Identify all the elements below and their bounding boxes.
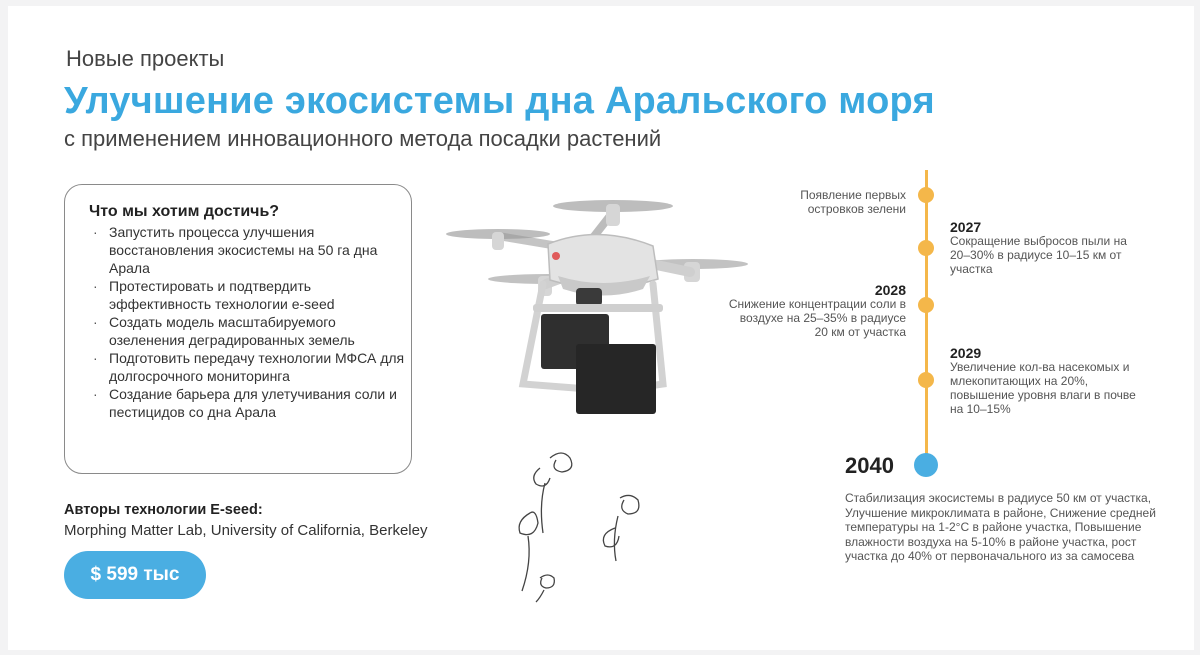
timeline-year: 2027 [950,219,982,235]
bullet-icon: · [93,278,98,294]
timeline-text: Сокращение выбросов пыли на 20–30% в радиусе 10–15 км от участка [950,234,1127,276]
bullet-icon: · [93,314,98,330]
timeline-2028 [728,283,906,339]
page-title: Улучшение экосистемы дна Аральского моря [64,80,935,122]
goal-item [89,277,409,313]
authors-label: Авторы технологии E-seed: [64,502,263,518]
timeline-final-dot [914,453,938,477]
bullet-icon: · [93,224,98,240]
goal-text: Запустить процесса улучшения восстановления экосистемы на 50 га дна Арала [109,224,378,276]
goal-text: Подготовить передачу технологии МФСА для долгосрочного мониторинга [109,350,405,384]
timeline-2027 [950,220,1150,276]
timeline-year-2040: 2040 [845,453,894,478]
price-badge: $ 599 тыс [64,551,206,599]
timeline-year: 2028 [874,282,906,298]
timeline-dot [918,372,934,388]
timeline-2040-text: Стабилизация экосистемы в радиусе 50 км от участка, Улучшение микроклимата в районе, Снижение средней температуры на 1-2°С в районе участка, Повышение влажности воздуха на 5-10% в районе участка, рост участка до 40% от первоначального из за самосева [845,491,1156,563]
timeline-dot [918,187,934,203]
timeline-text: Увеличение кол-ва насекомых и млекопитающих на 20%, повышение уровня влаги в почве на 10–15% [950,360,1136,416]
goal-text: Протестировать и подтвердить эффективность технологии e-seed [109,278,335,312]
timeline-first-milestone: Появление первых островков зелени [800,188,906,216]
timeline-line [925,170,928,466]
authors-value: Morphing Matter Lab, University of California, Berkeley [64,522,428,539]
timeline-2029 [950,346,1150,416]
goals-box [64,184,412,474]
goal-text: Создать модель масштабируемого озеленения деградированных земель [109,314,355,348]
drone-icon [438,184,748,424]
goal-item [89,223,409,277]
section-kicker: Новые проекты [66,46,225,71]
goal-item [89,313,409,349]
goal-text: Создание барьера для улетучивания соли и пестицидов со дна Арала [109,386,397,420]
bullet-icon: · [93,350,98,366]
timeline-dot [918,297,934,313]
goal-item [89,349,409,385]
timeline-text: Снижение концентрации соли в воздухе на 25–35% в радиусе 20 км от участка [728,297,906,339]
e-seed-icon [500,438,670,608]
timeline-dot [918,240,934,256]
timeline-year: 2029 [950,345,982,361]
goals-title: Что мы хотим достичь? [89,203,280,220]
goal-item [89,385,409,421]
goals-list [89,223,409,421]
page-subtitle: с применением инновационного метода посадки растений [64,126,662,151]
bullet-icon: · [93,386,98,402]
